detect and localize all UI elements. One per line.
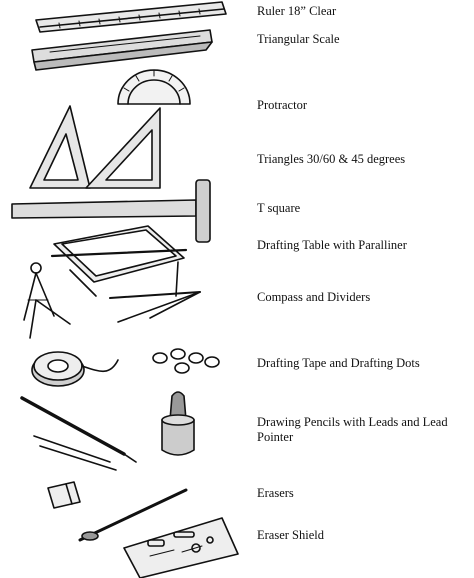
- label-triangular-scale: Triangular Scale: [257, 32, 340, 46]
- label-triangles: Triangles 30/60 & 45 degrees: [257, 152, 406, 166]
- label-protractor: Protractor: [257, 98, 307, 112]
- drafting-table-icon: [52, 226, 186, 296]
- eraser-shield-icon: [80, 490, 238, 578]
- label-drafting-table: Drafting Table with Paralliner: [257, 238, 407, 252]
- ruler-icon: [36, 2, 226, 32]
- label-drafting-tape: Drafting Tape and Drafting Dots: [257, 356, 420, 370]
- eraser-icon: [48, 482, 80, 508]
- drafting-tape-icon: [32, 349, 219, 386]
- pencils-lead-pointer-icon: [22, 392, 194, 470]
- label-erasers: Erasers: [257, 486, 294, 500]
- triangles-icon: [30, 106, 160, 188]
- label-eraser-shield: Eraser Shield: [257, 528, 324, 542]
- protractor-icon: [118, 70, 190, 104]
- label-pencils: Drawing Pencils with Leads and Lead Pointer: [257, 415, 448, 444]
- label-compass-dividers: Compass and Dividers: [257, 290, 371, 304]
- label-t-square: T square: [257, 201, 301, 215]
- label-ruler: Ruler 18” Clear: [257, 4, 337, 18]
- triangular-scale-icon: [32, 30, 212, 70]
